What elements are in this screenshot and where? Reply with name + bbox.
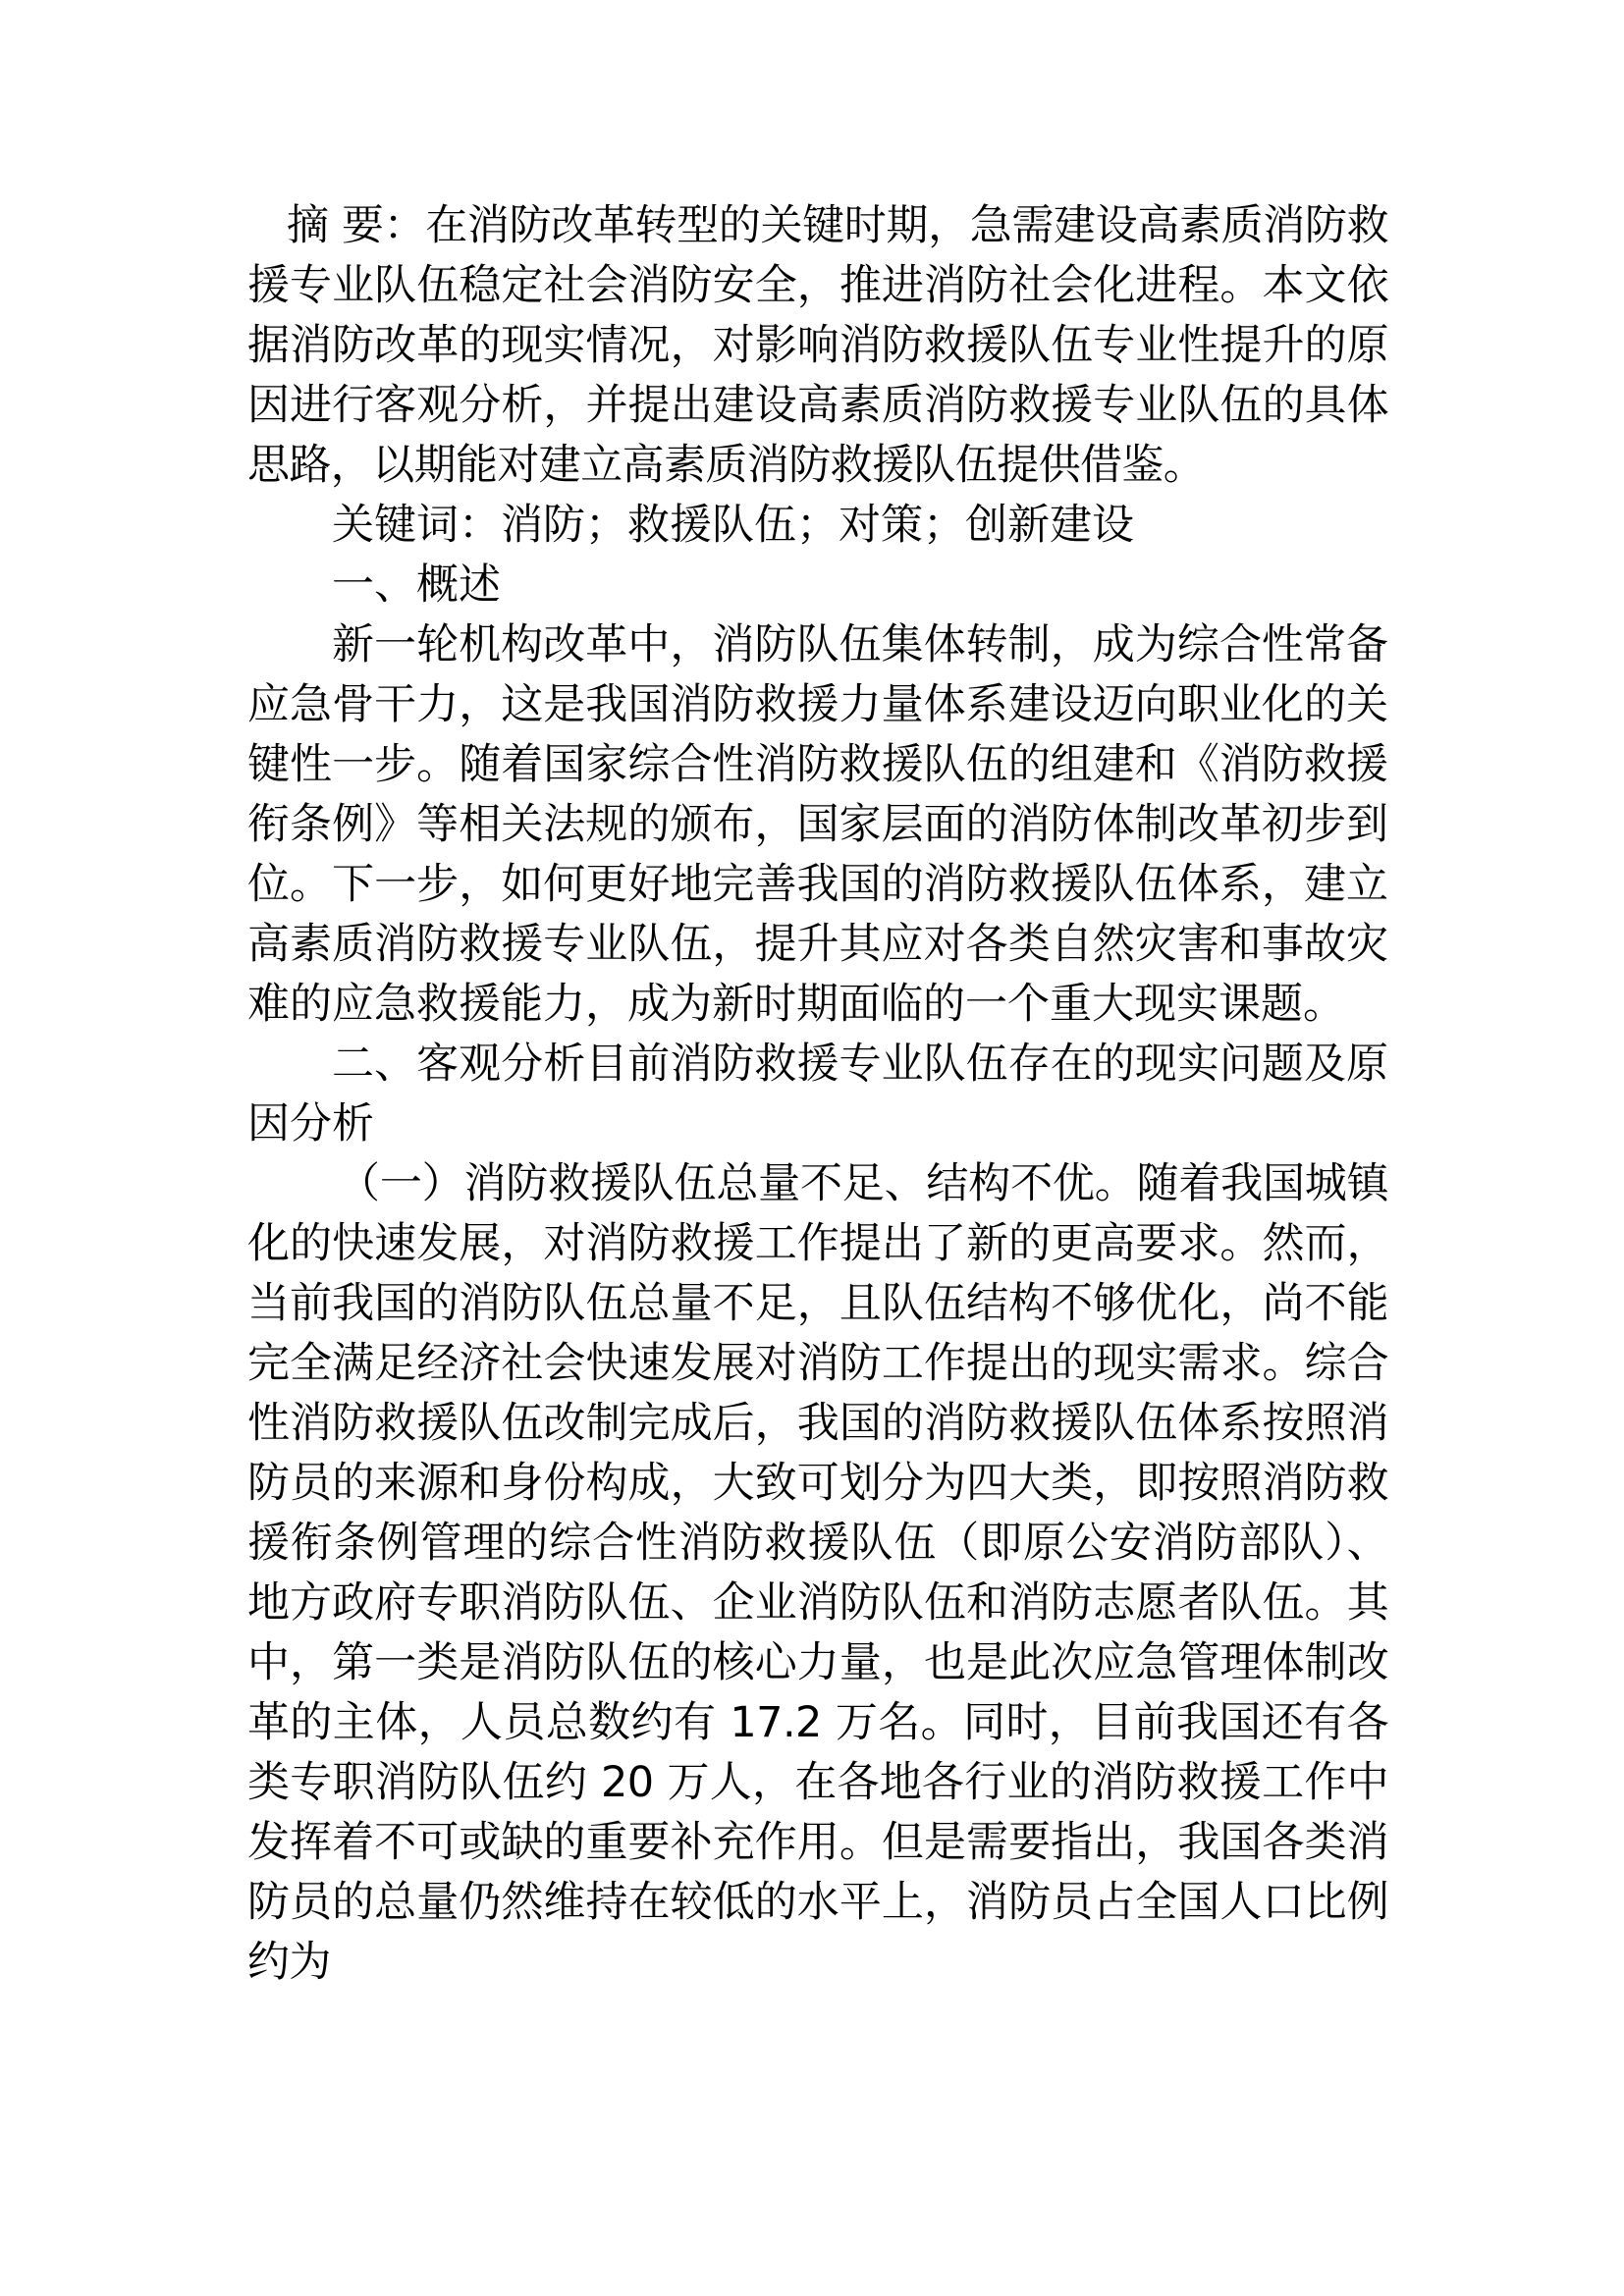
section-1-paragraph: 新一轮机构改革中，消防队伍集体转制，成为综合性常备应急骨干力，这是我国消防救援力量体系建设迈向职业化的关键性一步。随着国家综合性消防救援队伍的组建和《消防救援衔条例》等相关法规的颁布，国家层面的消防体制改革初步到位。下一步，如何更好地完善我国的消防救援队伍体系，建立高素质消防救援专业队伍，提升其应对各类自然灾害和事故灾难的应急救援能力，成为新时期面临的一个重大现实课题。 xyxy=(247,620,1388,1029)
section-1-heading: 一、概述 xyxy=(332,561,501,610)
keywords-paragraph: 关键词：消防；救援队伍；对策；创新建设 xyxy=(332,501,1134,550)
section-2-heading: 二、客观分析目前消防救援专业队伍存在的现实问题及原因分析 xyxy=(247,1040,1388,1148)
document-body xyxy=(247,196,1388,1993)
section-2-paragraph: （一）消防救援队伍总量不足、结构不优。随着我国城镇化的快速发展，对消防救援工作提出了新的更高要求。然而，当前我国的消防队伍总量不足，且队伍结构不够优化，尚不能完全满足经济社会快速发展对消防工作提出的现实需求。综合性消防救援队伍改制完成后，我国的消防救援队伍体系按照消防员的来源和身份构成，大致可划分为四大类，即按照消防救援衔条例管理的综合性消防救援队伍（即原公安消防部队）、地方政府专职消防队伍、企业消防队伍和消防志愿者队伍。其中，第一类是消防队伍的核心力量，也是此次应急管理体制改革的主体，人员总数约有 17.2 万名。同时，目前我国还有各类专职消防队伍约 20 万人，在各地各行业的消防救援工作中发挥着不可或缺的重要补充作用。但是需要指出，我国各类消防员的总量仍然维持在较低的水平上，消防员占全国人口比例约为 xyxy=(247,1159,1388,1987)
abstract-paragraph: 摘 要：在消防改革转型的关键时期，急需建设高素质消防救援专业队伍稳定社会消防安全，推进消防社会化进程。本文依据消防改革的现实情况，对影响消防救援队伍专业性提升的原因进行客观分析，并提出建设高素质消防救援专业队伍的具体思路，以期能对建立高素质消防救援队伍提供借鉴。 xyxy=(247,201,1388,490)
